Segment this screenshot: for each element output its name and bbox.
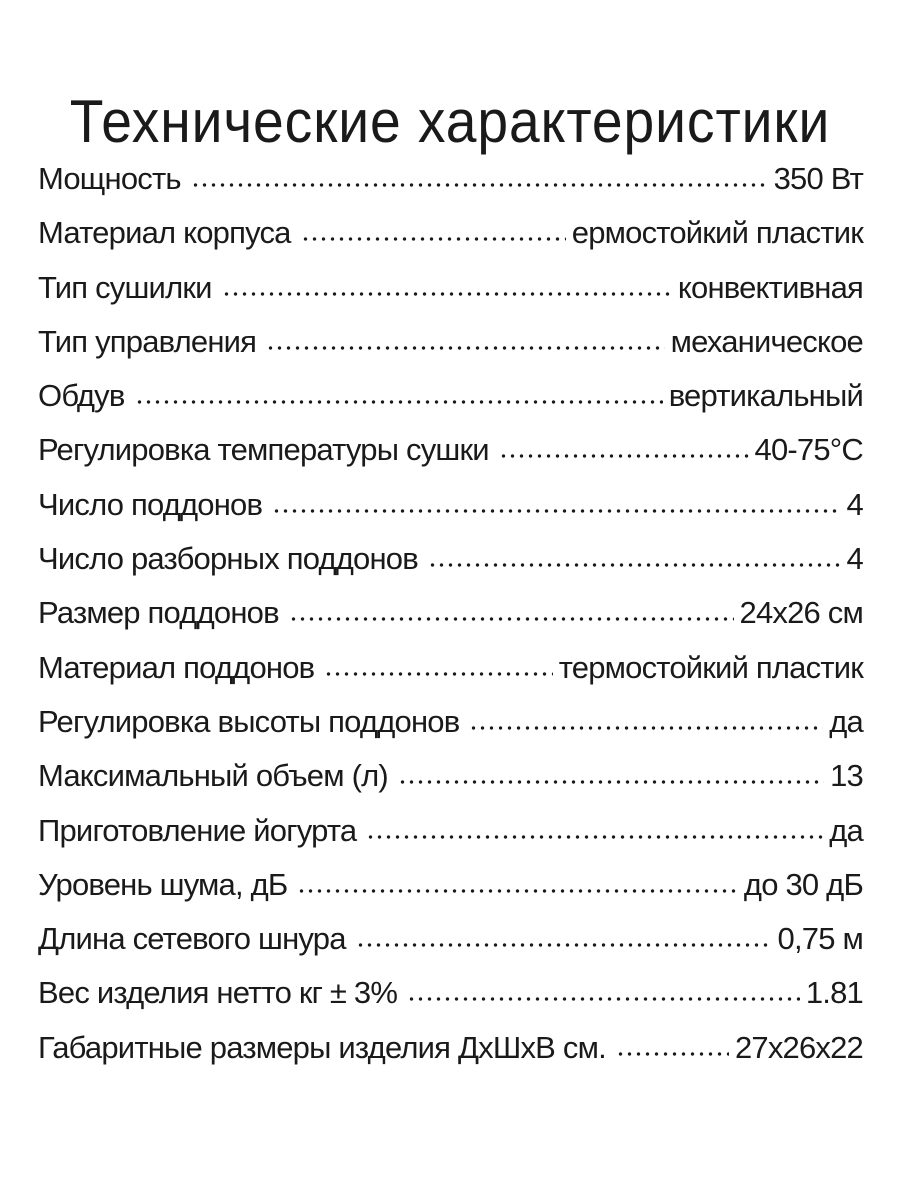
dot-leader [272, 509, 840, 513]
spec-label: Размер поддонов [38, 595, 279, 631]
dot-leader [398, 780, 824, 784]
spec-label: Вес изделия нетто кг ± 3% [38, 975, 398, 1011]
spec-label: Регулировка температуры сушки [38, 432, 489, 468]
dot-leader [297, 889, 737, 893]
dot-leader [407, 997, 800, 1001]
dot-leader [499, 454, 749, 458]
spec-value: 27х26х22 [734, 1029, 863, 1065]
spec-row [38, 478, 863, 532]
spec-label: Число разборных поддонов [38, 541, 418, 577]
spec-value: механическое [670, 323, 863, 359]
spec-row [38, 315, 863, 369]
spec-row [38, 261, 863, 315]
dot-leader [469, 726, 823, 730]
spec-value: ермостойкий пластик [571, 215, 863, 251]
dot-leader [222, 292, 672, 296]
spec-label: Мощность [38, 161, 181, 196]
spec-value: 1.81 [805, 975, 863, 1011]
spec-value: да [829, 703, 863, 739]
spec-label: Габаритные размеры изделия ДхШхВ см. [38, 1029, 606, 1065]
spec-value: конвективная [677, 269, 863, 305]
spec-value: 350 Вт [773, 161, 863, 196]
spec-row [38, 966, 863, 1020]
spec-label: Тип сушилки [38, 269, 212, 305]
dot-leader [428, 563, 841, 567]
spec-row [38, 695, 863, 749]
spec-row [38, 369, 863, 423]
spec-label: Обдув [38, 378, 125, 414]
spec-row [38, 641, 863, 695]
spec-label: Материал корпуса [38, 215, 291, 251]
dot-leader [191, 183, 768, 187]
spec-row [38, 749, 863, 803]
spec-label: Число поддонов [38, 486, 263, 522]
spec-list [38, 152, 863, 1075]
spec-label: Регулировка высоты поддонов [38, 703, 460, 739]
dot-leader [289, 617, 734, 621]
spec-value: 4 [846, 486, 863, 522]
spec-row [38, 1021, 863, 1075]
spec-value: 13 [830, 758, 863, 794]
spec-row [38, 858, 863, 912]
spec-value: 4 [846, 541, 863, 577]
spec-label: Приготовление йогурта [38, 812, 357, 848]
spec-row [38, 586, 863, 640]
spec-row [38, 532, 863, 586]
spec-value: 40-75°C [754, 432, 863, 468]
spec-label: Тип управления [38, 323, 257, 359]
spec-row [38, 804, 863, 858]
spec-label: Уровень шума, дБ [38, 866, 288, 902]
spec-label: Материал поддонов [38, 649, 315, 685]
dot-leader [324, 672, 552, 676]
spec-row [38, 912, 863, 966]
dot-leader [366, 835, 823, 839]
page-title: Технические характеристики [69, 88, 831, 156]
spec-value: да [829, 812, 863, 848]
spec-row [38, 206, 863, 260]
spec-value: вертикальный [668, 378, 863, 414]
dot-leader [135, 400, 663, 404]
dot-leader [616, 1052, 729, 1056]
spec-value: 0,75 м [777, 921, 863, 957]
spec-value: 24х26 см [739, 595, 863, 631]
dot-leader [356, 943, 772, 947]
dot-leader [266, 346, 664, 350]
spec-row [38, 152, 863, 206]
spec-label: Максимальный объем (л) [38, 758, 388, 794]
spec-row [38, 423, 863, 477]
spec-value: до 30 дБ [743, 866, 863, 902]
spec-value: термостойкий пластик [558, 649, 863, 685]
dot-leader [301, 237, 566, 241]
spec-label: Длина сетевого шнура [38, 921, 346, 957]
